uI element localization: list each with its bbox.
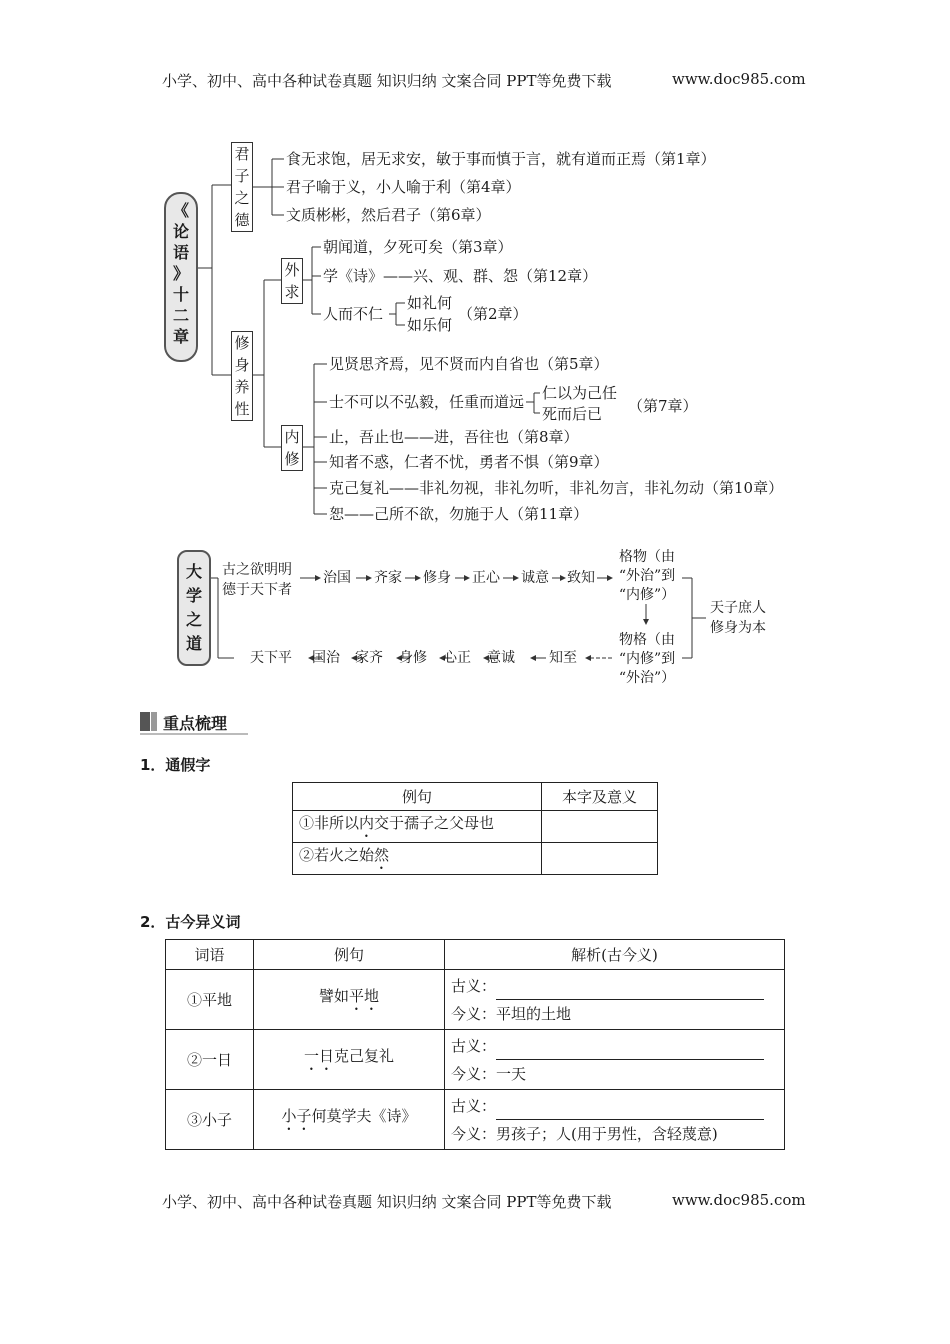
- word-cell: ①平地: [166, 970, 254, 1030]
- label-char: 养: [234, 378, 250, 396]
- example-cell: [293, 811, 542, 843]
- word-cell: ③小子: [166, 1090, 254, 1150]
- dotted-word: 平地: [349, 987, 380, 1005]
- title-char: 之: [185, 610, 202, 629]
- analysis-cell: [445, 1090, 785, 1150]
- section-title: 重点梳理: [163, 714, 228, 733]
- daxue-start-2: 德于天下者: [222, 582, 292, 598]
- gu-label: 古义：: [451, 976, 497, 995]
- neixiu-item: 恕——己所不欲，勿施于人（第11章）: [329, 505, 589, 523]
- chain-top: 致知: [567, 570, 595, 586]
- header-site[interactable]: www.doc985.com: [672, 70, 806, 88]
- daxue-start-1: 古之欲明明: [222, 562, 292, 578]
- table-row: [166, 970, 785, 1030]
- title-char: 》: [172, 264, 189, 283]
- label-char: 内: [284, 428, 300, 446]
- daxue-title: [179, 560, 209, 656]
- table-header-row: [293, 783, 658, 811]
- label-char: 子: [234, 167, 250, 185]
- title-char: 二: [172, 306, 189, 325]
- label-char: 性: [234, 400, 250, 418]
- q1-table: [292, 782, 658, 875]
- ruli: 如礼何: [407, 294, 453, 312]
- q1-heading-text: 1．通假字: [140, 756, 211, 774]
- example-cell: [254, 1030, 445, 1090]
- gewu-line: 格物（由: [619, 549, 675, 565]
- q1-heading: [140, 754, 210, 775]
- neixiu-shi-a: 仁以为己任: [542, 384, 618, 402]
- wuge-block: [612, 631, 682, 688]
- jin-meaning: 今义：男孩子；人(用于男性，含轻蔑意): [451, 1124, 718, 1143]
- chain-top: 诚意: [521, 570, 549, 586]
- answer-cell[interactable]: [542, 811, 658, 843]
- dotted-char: 内: [359, 814, 375, 832]
- text: 譬如: [318, 987, 349, 1005]
- chain-bottom: 心正: [443, 650, 471, 666]
- ruyue: 如乐何: [407, 316, 453, 334]
- col-header: 词语: [166, 940, 254, 970]
- title-char: 论: [172, 222, 189, 241]
- col-header: 本字及意义: [542, 783, 658, 811]
- dotted-word: 小子: [281, 1107, 312, 1125]
- chain-top: 正心: [472, 570, 500, 586]
- chain-bottom: 知至: [549, 650, 577, 666]
- col-header: 例句: [254, 940, 445, 970]
- chain-top: 治国: [323, 570, 351, 586]
- label-char: 身: [234, 356, 250, 374]
- chain-bottom: 意诚: [487, 650, 515, 666]
- junzi-item: 食无求饱，居无求安，敏于事而慎于言，就有道而正焉（第1章）: [286, 150, 716, 168]
- gewu-line: “内修”）: [618, 587, 676, 603]
- neixiu-shi-b: 死而后已: [542, 405, 603, 423]
- text: ①非所以: [299, 814, 360, 832]
- table-row: [293, 811, 658, 843]
- q2-heading: 2．古今异义词: [140, 913, 241, 931]
- chain-bottom: 身修: [399, 650, 427, 666]
- text: 克己复礼: [334, 1047, 395, 1065]
- chain-bottom: 国治: [312, 650, 340, 666]
- gu-blank[interactable]: [496, 1059, 764, 1060]
- label-char: 君: [234, 145, 250, 163]
- table-row: [293, 843, 658, 875]
- dotted-word: 一日: [303, 1047, 334, 1065]
- title-char: 道: [185, 634, 202, 653]
- waiqiu-item: 学《诗》——兴、观、群、怨（第12章）: [323, 267, 598, 285]
- header-text: 小学、初中、高中各种试卷真题 知识归纳 文案合同 PPT等免费下载: [162, 72, 612, 90]
- analysis-cell: [445, 970, 785, 1030]
- label-char: 之: [234, 189, 250, 207]
- gewu-line: “外治”到: [618, 568, 676, 584]
- label-char: 求: [284, 283, 300, 301]
- right-line: 天子庶人: [710, 600, 766, 616]
- gu-label: 古义：: [451, 1036, 497, 1055]
- text: ②若火之始: [299, 846, 375, 864]
- jin-meaning: 今义：一天: [451, 1064, 527, 1083]
- page-footer: [162, 1191, 612, 1212]
- renerburen: 人而不仁: [323, 305, 384, 323]
- section-marker-icon: [140, 712, 150, 731]
- title-char: 学: [185, 586, 202, 605]
- neixiu-item: 见贤思齐焉，见不贤而内自省也（第5章）: [329, 355, 609, 373]
- title-char: 大: [185, 562, 202, 581]
- dotted-char: 然: [374, 846, 390, 864]
- text: 何莫学夫《诗》: [311, 1107, 417, 1125]
- text: 交于孺子之父母也: [374, 814, 495, 832]
- title-char: 《: [172, 201, 189, 220]
- daxue-right: [710, 598, 766, 638]
- chain-top: 齐家: [374, 570, 402, 586]
- label-char: 修: [284, 450, 300, 468]
- label-char: 外: [284, 261, 300, 279]
- wuge-line: “外治”）: [618, 670, 676, 686]
- right-line: 修身为本: [710, 620, 766, 636]
- gewu-block: [612, 548, 682, 605]
- q2-table: [165, 939, 785, 1150]
- junzi-item: 君子喻于义，小人喻于利（第4章）: [286, 178, 521, 196]
- label-char: 德: [234, 211, 250, 229]
- wuge-line: 物格（由: [619, 632, 675, 648]
- waiqiu-item: 朝闻道，夕死可矣（第3章）: [323, 238, 513, 256]
- chapter-2: （第2章）: [458, 305, 528, 323]
- title-char: 十: [172, 285, 189, 304]
- junzi-item: 文质彬彬，然后君子（第6章）: [286, 206, 491, 224]
- label-char: 修: [234, 334, 250, 352]
- footer-site[interactable]: www.doc985.com: [672, 1191, 806, 1209]
- chain-bottom: 天下平: [250, 650, 292, 666]
- neixiu-item: 克己复礼——非礼勿视，非礼勿听，非礼勿言，非礼勿动（第10章）: [329, 479, 784, 497]
- section-marker-icon: [151, 712, 157, 731]
- table-row: [166, 1030, 785, 1090]
- table-header-row: [166, 940, 785, 970]
- neixiu-shi: 士不可以不弘毅，任重而道远: [329, 393, 525, 411]
- jin-meaning: 今义：平坦的土地: [451, 1004, 572, 1023]
- neixiu-item: 止，吾止也——进，吾往也（第8章）: [329, 428, 579, 446]
- neixiu-item: 知者不惑，仁者不忧，勇者不惧（第9章）: [329, 453, 609, 471]
- footer-text: 小学、初中、高中各种试卷真题 知识归纳 文案合同 PPT等免费下载: [162, 1193, 612, 1211]
- col-header: 解析(古今义): [445, 940, 785, 970]
- table-row: [166, 1090, 785, 1150]
- wuge-line: “内修”到: [618, 651, 676, 667]
- answer-cell[interactable]: [542, 843, 658, 875]
- example-cell: [293, 843, 542, 875]
- analysis-cell: [445, 1030, 785, 1090]
- example-cell: [254, 1090, 445, 1150]
- chain-top: 修身: [423, 570, 451, 586]
- word-cell: ②一日: [166, 1030, 254, 1090]
- title-char: 章: [172, 327, 189, 346]
- chain-bottom: 家齐: [355, 650, 383, 666]
- col-header: 例句: [293, 783, 542, 811]
- title-char: 语: [172, 243, 189, 262]
- example-cell: [254, 970, 445, 1030]
- gu-label: 古义：: [451, 1096, 497, 1115]
- chapter-7: （第7章）: [628, 397, 698, 415]
